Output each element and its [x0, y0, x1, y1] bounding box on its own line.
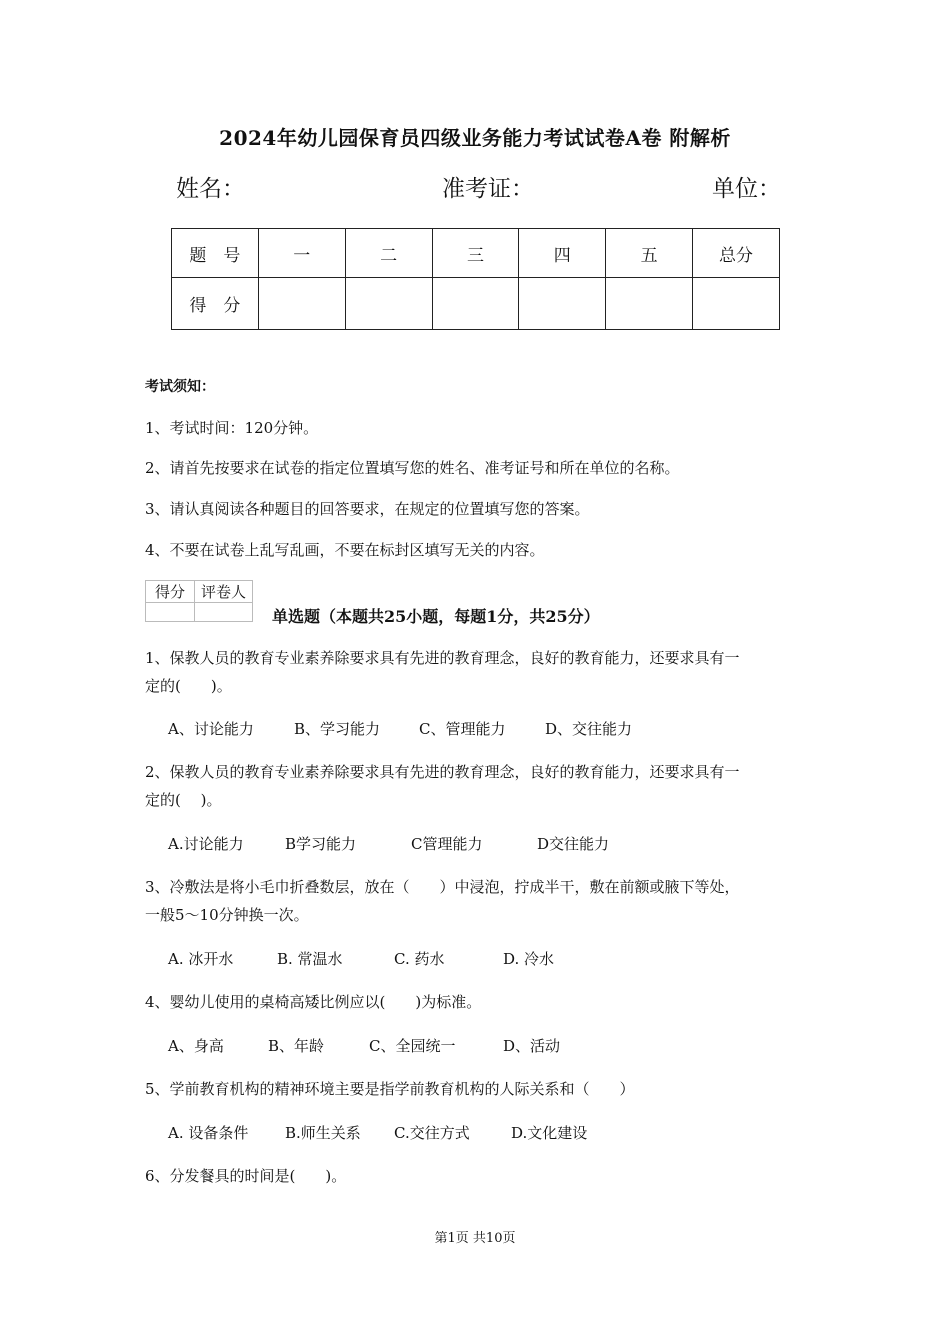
question-text: 一般5～10分钟换一次。 — [145, 906, 309, 924]
score-table-header: 三 — [432, 229, 519, 278]
grader-box-grader-label: 评卷人 — [195, 581, 253, 603]
score-table-header: 一 — [258, 229, 345, 278]
option-d[interactable]: D、交往能力 — [545, 720, 633, 738]
option-d[interactable]: D.文化建设 — [511, 1124, 588, 1142]
option-d[interactable]: D、活动 — [503, 1037, 561, 1055]
notice-item: 1、考试时间：120分钟。 — [145, 419, 319, 437]
notice-heading: 考试须知： — [145, 379, 215, 395]
option-d[interactable]: D. 冷水 — [503, 950, 555, 968]
score-row-label: 得 分 — [172, 278, 259, 330]
score-cell[interactable] — [432, 278, 519, 330]
unit-label: 单位： — [712, 176, 781, 202]
question-text: 定的( )。 — [145, 677, 232, 695]
name-label: 姓名： — [176, 176, 245, 202]
score-cell[interactable] — [519, 278, 606, 330]
option-a[interactable]: A.讨论能力 — [168, 835, 244, 853]
section-title: 单选题（本题共25小题，每题1分，共25分） — [272, 607, 600, 626]
question-text: 1、保教人员的教育专业素养除要求具有先进的教育理念，良好的教育能力，还要求具有一 — [145, 649, 740, 667]
question-text: 定的( )。 — [145, 791, 222, 809]
score-table-header: 四 — [519, 229, 606, 278]
option-a[interactable]: A、讨论能力 — [168, 720, 254, 738]
option-b[interactable]: B.师生关系 — [285, 1124, 361, 1142]
document-title: 2024年幼儿园保育员四级业务能力考试试卷A卷 附解析 — [219, 126, 731, 150]
grader-box-score-label: 得分 — [146, 581, 195, 603]
option-a[interactable]: A、身高 — [168, 1037, 224, 1055]
score-table-header: 二 — [345, 229, 432, 278]
option-a[interactable]: A. 设备条件 — [168, 1124, 249, 1142]
score-table — [171, 228, 780, 330]
grader-box-grader-cell[interactable] — [195, 603, 253, 622]
grader-box-score-cell[interactable] — [146, 603, 195, 622]
score-cell[interactable] — [345, 278, 432, 330]
grader-box — [145, 580, 253, 622]
score-cell[interactable] — [606, 278, 693, 330]
option-b[interactable]: B、年龄 — [268, 1037, 325, 1055]
score-table-header-row — [172, 229, 780, 278]
option-c[interactable]: C、管理能力 — [419, 720, 506, 738]
score-table-header: 总分 — [693, 229, 780, 278]
option-b[interactable]: B. 常温水 — [277, 950, 343, 968]
question-text: 2、保教人员的教育专业素养除要求具有先进的教育理念，良好的教育能力，还要求具有一 — [145, 763, 740, 781]
option-b[interactable]: B、学习能力 — [294, 720, 381, 738]
score-table-header: 五 — [606, 229, 693, 278]
score-cell[interactable] — [693, 278, 780, 330]
option-c[interactable]: C.交往方式 — [394, 1124, 470, 1142]
notice-item: 4、不要在试卷上乱写乱画，不要在标封区填写无关的内容。 — [145, 541, 545, 559]
option-b[interactable]: B学习能力 — [285, 835, 357, 853]
page-footer: 第1页 共10页 — [434, 1231, 516, 1246]
score-table-header: 题 号 — [172, 229, 259, 278]
score-table-score-row — [172, 278, 780, 330]
option-c[interactable]: C、全园统一 — [369, 1037, 456, 1055]
option-c[interactable]: C管理能力 — [411, 835, 483, 853]
option-c[interactable]: C. 药水 — [394, 950, 445, 968]
notice-item: 3、请认真阅读各种题目的回答要求，在规定的位置填写您的答案。 — [145, 500, 590, 518]
notice-item: 2、请首先按要求在试卷的指定位置填写您的姓名、准考证号和所在单位的名称。 — [145, 459, 680, 477]
question-text: 6、分发餐具的时间是( )。 — [145, 1167, 347, 1185]
option-a[interactable]: A. 冰开水 — [168, 950, 234, 968]
exam-id-label: 准考证： — [442, 176, 534, 202]
option-d[interactable]: D交往能力 — [537, 835, 610, 853]
question-text: 4、婴幼儿使用的桌椅高矮比例应以( )为标准。 — [145, 993, 482, 1011]
question-text: 5、学前教育机构的精神环境主要是指学前教育机构的人际关系和（ ） — [145, 1080, 635, 1098]
score-cell[interactable] — [258, 278, 345, 330]
question-text: 3、冷敷法是将小毛巾折叠数层，放在（ ）中浸泡，拧成半干，敷在前额或腋下等处， — [145, 878, 740, 896]
